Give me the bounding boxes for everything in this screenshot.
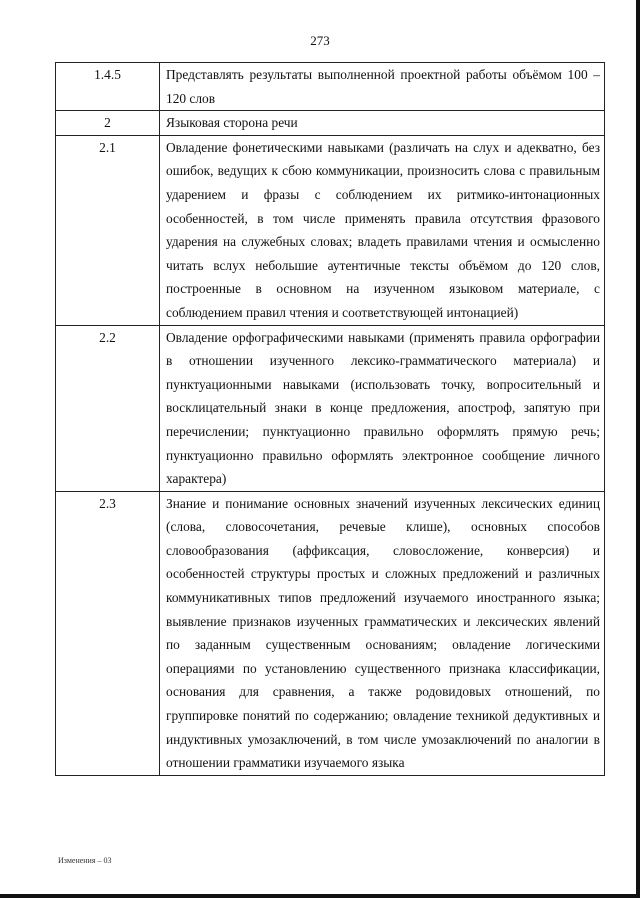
row-text: Представлять результаты выполненной проектной работы объёмом 100 – 120 слов bbox=[160, 63, 605, 111]
page-number: 273 bbox=[310, 33, 330, 48]
table-row bbox=[56, 111, 605, 136]
row-number: 2.1 bbox=[56, 135, 160, 325]
revision-footer: Изменения – 03 bbox=[58, 856, 112, 865]
row-number: 2.3 bbox=[56, 491, 160, 775]
row-number: 1.4.5 bbox=[56, 63, 160, 111]
row-text: Знание и понимание основных значений изученных лексических единиц (слова, словосочетания, речевые клише), основных способов словообразования (аффиксация, словосложение, конверсия) и особенностей структуры простых и сложных предложений и различных коммуникативных типов предложений изучаемого иностранного языка; выявление признаков изученных грамматических и лексических явлений по заданным существенным основаниям; овладение логическими операциями по установлению существенного признака классификации, основания для сравнения, а также родовидовых отношений, по группировке понятий по содержанию; овладение техникой дедуктивных и индуктивных умозаключений, в том числе умозаключений по аналогии в отношении грамматики изучаемого языка bbox=[160, 491, 605, 775]
table-row bbox=[56, 325, 605, 491]
scan-edge-right bbox=[636, 0, 640, 898]
row-text: Языковая сторона речи bbox=[160, 111, 605, 136]
table-row bbox=[56, 491, 605, 775]
row-text: Овладение фонетическими навыками (различать на слух и адекватно, без ошибок, ведущих к сбою коммуникации, произносить слова с правильным ударением и фразы с соблюдением их ритмико-интонационных особенностей, в том числе применять правила отсутствия фразового ударения на служебных словах; владеть правилами чтения и осмысленно читать вслух небольшие аутентичные тексты объёмом до 120 слов, построенные в основном на изученном языковом материале, с соблюдением правил чтения и соответствующей интонацией) bbox=[160, 135, 605, 325]
row-text: Овладение орфографическими навыками (применять правила орфографии в отношении изученного лексико-грамматического материала) и пунктуационными навыками (использовать точку, вопросительный и восклицательный знаки в конце предложения, апостроф, запятую при перечислении; пунктуационно правильно оформлять прямую речь; пунктуационно правильно оформлять электронное сообщение личного характера) bbox=[160, 325, 605, 491]
table-row bbox=[56, 135, 605, 325]
requirements-table bbox=[55, 62, 605, 776]
row-number: 2.2 bbox=[56, 325, 160, 491]
scan-edge-bottom bbox=[0, 894, 640, 898]
table-row bbox=[56, 63, 605, 111]
row-number: 2 bbox=[56, 111, 160, 136]
